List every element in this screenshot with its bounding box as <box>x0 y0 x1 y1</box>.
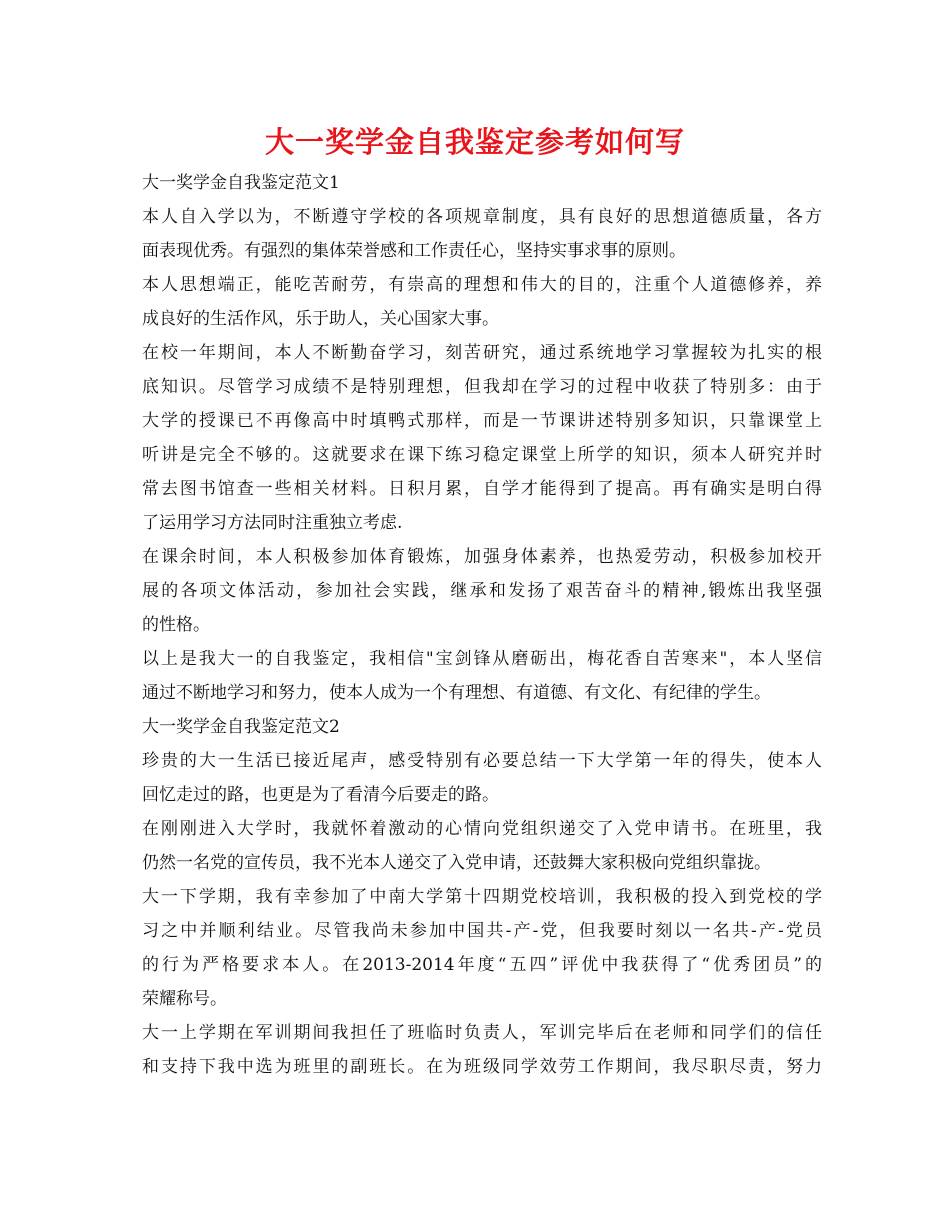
text-line: 成良好的生活作风，乐于助人，关心国家大事。 <box>142 309 499 329</box>
document-title: 大一奖学金自我鉴定参考如何写 <box>264 125 685 159</box>
text-line: 常去图书馆查一些相关材料。日积月累，自学才能得到了提高。再有确实是明白得 <box>142 479 822 499</box>
text-line: 面表现优秀。有强烈的集体荣誉感和工作责任心，坚持实事求事的原则。 <box>142 241 686 261</box>
text-line: 本人自入学以为，不断遵守学校的各项规章制度，具有良好的思想道德质量，各方 <box>142 207 822 227</box>
text-line: 在校一年期间，本人不断勤奋学习，刻苦研究，通过系统地学习掌握较为扎实的根 <box>142 343 822 363</box>
text-line: 大一奖学金自我鉴定范文2 <box>142 717 340 737</box>
text-line: 荣耀称号。 <box>142 989 227 1009</box>
text-line: 习之中并顺利结业。尽管我尚未参加中国共-产-党，但我要时刻以一名共-产-党员 <box>142 921 822 941</box>
text-line: 的行为严格要求本人。在2013-2014年度“五四”评优中我获得了“优秀团员”的 <box>142 955 822 975</box>
text-line: 大一奖学金自我鉴定范文1 <box>142 173 340 193</box>
text-line: 听讲是完全不够的。这就要求在课下练习稳定课堂上所学的知识，须本人研究并时 <box>142 445 822 465</box>
text-line: 大一上学期在军训期间我担任了班临时负责人，军训完毕后在老师和同学们的信任 <box>142 1023 822 1043</box>
text-line: 大一下学期，我有幸参加了中南大学第十四期党校培训，我积极的投入到党校的学 <box>142 887 822 907</box>
text-line: 的性格。 <box>142 615 210 635</box>
text-line: 和支持下我中选为班里的副班长。在为班级同学效劳工作期间，我尽职尽责，努力 <box>142 1057 822 1077</box>
text-line: 了运用学习方法同时注重独立考虑. <box>142 513 403 533</box>
text-line: 通过不断地学习和努力，使本人成为一个有理想、有道德、有文化、有纪律的学生。 <box>142 683 771 703</box>
document-body <box>142 166 822 1084</box>
text-line: 以上是我大一的自我鉴定，我相信"宝剑锋从磨砺出，梅花香自苦寒来"，本人坚信 <box>142 649 822 669</box>
text-line: 在刚刚进入大学时，我就怀着激动的心情向党组织递交了入党申请书。在班里，我 <box>142 819 822 839</box>
text-line: 在课余时间，本人积极参加体育锻炼，加强身体素养，也热爱劳动，积极参加校开 <box>142 547 822 567</box>
text-line: 底知识。尽管学习成绩不是特别理想，但我却在学习的过程中收获了特别多：由于 <box>142 377 822 397</box>
text-line: 珍贵的大一生活已接近尾声，感受特别有必要总结一下大学第一年的得失，使本人 <box>142 751 822 771</box>
text-line: 回忆走过的路，也更是为了看清今后要走的路。 <box>142 785 499 805</box>
text-line: 大学的授课已不再像高中时填鸭式那样，而是一节课讲述特别多知识，只靠课堂上 <box>142 411 822 431</box>
text-line: 本人思想端正，能吃苦耐劳，有崇高的理想和伟大的目的，注重个人道德修养，养 <box>142 275 822 295</box>
text-line: 仍然一名党的宣传员，我不光本人递交了入党申请，还鼓舞大家积极向党组织靠拢。 <box>142 853 771 873</box>
text-line: 展的各项文体活动，参加社会实践，继承和发扬了艰苦奋斗的精神,锻炼出我坚强 <box>142 581 822 601</box>
